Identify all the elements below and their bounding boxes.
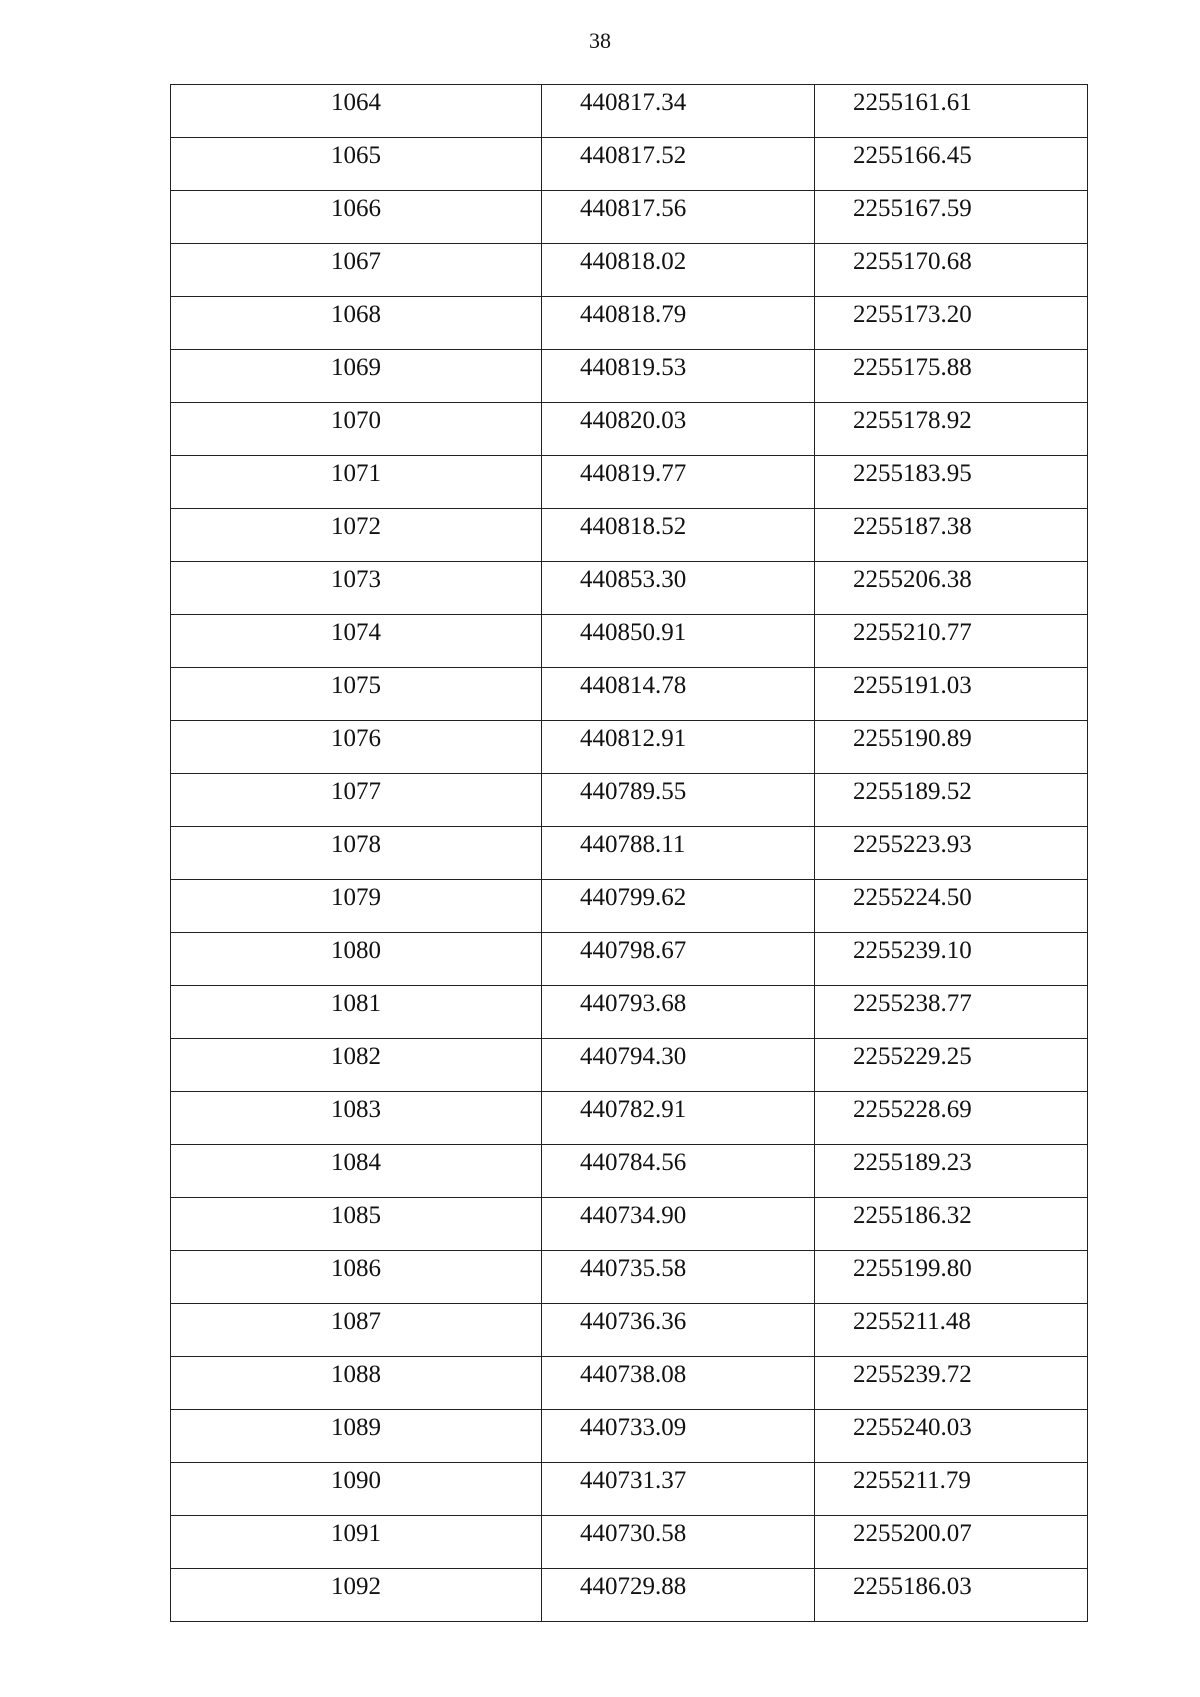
y-coordinate-cell-text: 2255178.92	[853, 407, 972, 434]
x-coordinate-cell-text: 440731.37	[580, 1467, 687, 1494]
y-coordinate-cell	[815, 1569, 1088, 1622]
point-number-cell-text: 1083	[331, 1096, 381, 1123]
point-number-cell	[171, 1145, 542, 1198]
y-coordinate-cell	[815, 85, 1088, 138]
y-coordinate-cell	[815, 509, 1088, 562]
y-coordinate-cell	[815, 615, 1088, 668]
table-row	[171, 1516, 1088, 1569]
table-row	[171, 1092, 1088, 1145]
point-number-cell	[171, 297, 542, 350]
table-row	[171, 1251, 1088, 1304]
point-number-cell-text: 1086	[331, 1255, 381, 1282]
y-coordinate-cell	[815, 350, 1088, 403]
y-coordinate-cell-text: 2255238.77	[853, 990, 972, 1017]
x-coordinate-cell-text: 440818.02	[580, 248, 687, 275]
table-row	[171, 456, 1088, 509]
y-coordinate-cell-text: 2255224.50	[853, 884, 972, 911]
point-number-cell-text: 1068	[331, 301, 381, 328]
point-number-cell	[171, 1304, 542, 1357]
x-coordinate-cell-text: 440736.36	[580, 1308, 687, 1335]
y-coordinate-cell-text: 2255200.07	[853, 1520, 972, 1547]
y-coordinate-cell	[815, 827, 1088, 880]
point-number-cell-text: 1088	[331, 1361, 381, 1388]
table-row	[171, 297, 1088, 350]
point-number-cell	[171, 1410, 542, 1463]
point-number-cell	[171, 1198, 542, 1251]
point-number-cell-text: 1066	[331, 195, 381, 222]
y-coordinate-cell	[815, 774, 1088, 827]
x-coordinate-cell	[542, 244, 815, 297]
y-coordinate-cell	[815, 1092, 1088, 1145]
y-coordinate-cell-text: 2255240.03	[853, 1414, 972, 1441]
y-coordinate-cell	[815, 1304, 1088, 1357]
point-number-cell-text: 1089	[331, 1414, 381, 1441]
x-coordinate-cell-text: 440782.91	[580, 1096, 687, 1123]
point-number-cell	[171, 668, 542, 721]
x-coordinate-cell	[542, 668, 815, 721]
x-coordinate-cell-text: 440784.56	[580, 1149, 687, 1176]
point-number-cell-text: 1071	[331, 460, 381, 487]
x-coordinate-cell	[542, 1516, 815, 1569]
y-coordinate-cell	[815, 1251, 1088, 1304]
table-row	[171, 191, 1088, 244]
table-row	[171, 1198, 1088, 1251]
y-coordinate-cell	[815, 1145, 1088, 1198]
y-coordinate-cell-text: 2255223.93	[853, 831, 972, 858]
y-coordinate-cell	[815, 1039, 1088, 1092]
table-row	[171, 509, 1088, 562]
table-row	[171, 1304, 1088, 1357]
table-row	[171, 668, 1088, 721]
y-coordinate-cell	[815, 1198, 1088, 1251]
x-coordinate-cell-text: 440789.55	[580, 778, 687, 805]
x-coordinate-cell-text: 440730.58	[580, 1520, 687, 1547]
point-number-cell-text: 1080	[331, 937, 381, 964]
point-number-cell	[171, 1039, 542, 1092]
y-coordinate-cell	[815, 880, 1088, 933]
page-number: 38	[589, 28, 611, 53]
point-number-cell	[171, 880, 542, 933]
x-coordinate-cell	[542, 1410, 815, 1463]
x-coordinate-cell	[542, 721, 815, 774]
table-row	[171, 986, 1088, 1039]
y-coordinate-cell	[815, 668, 1088, 721]
y-coordinate-cell	[815, 297, 1088, 350]
x-coordinate-cell-text: 440818.79	[580, 301, 687, 328]
point-number-cell-text: 1082	[331, 1043, 381, 1070]
point-number-cell-text: 1078	[331, 831, 381, 858]
table-row	[171, 615, 1088, 668]
x-coordinate-cell	[542, 1569, 815, 1622]
table-row	[171, 774, 1088, 827]
y-coordinate-cell	[815, 562, 1088, 615]
x-coordinate-cell	[542, 509, 815, 562]
point-number-cell-text: 1074	[331, 619, 381, 646]
table-row	[171, 1145, 1088, 1198]
point-number-cell	[171, 350, 542, 403]
table-row	[171, 1039, 1088, 1092]
x-coordinate-cell	[542, 562, 815, 615]
y-coordinate-cell-text: 2255173.20	[853, 301, 972, 328]
point-number-cell-text: 1076	[331, 725, 381, 752]
x-coordinate-cell-text: 440799.62	[580, 884, 687, 911]
table-row	[171, 562, 1088, 615]
y-coordinate-cell-text: 2255211.48	[853, 1308, 971, 1335]
y-coordinate-cell-text: 2255161.61	[853, 89, 972, 116]
table-row	[171, 1357, 1088, 1410]
x-coordinate-cell-text: 440788.11	[580, 831, 686, 858]
x-coordinate-cell	[542, 1198, 815, 1251]
table-row	[171, 1569, 1088, 1622]
table-row	[171, 403, 1088, 456]
y-coordinate-cell	[815, 191, 1088, 244]
point-number-cell-text: 1077	[331, 778, 381, 805]
x-coordinate-cell-text: 440793.68	[580, 990, 687, 1017]
y-coordinate-cell	[815, 1463, 1088, 1516]
table-row	[171, 350, 1088, 403]
y-coordinate-cell-text: 2255210.77	[853, 619, 972, 646]
point-number-cell-text: 1090	[331, 1467, 381, 1494]
y-coordinate-cell	[815, 403, 1088, 456]
y-coordinate-cell-text: 2255175.88	[853, 354, 972, 381]
y-coordinate-cell	[815, 456, 1088, 509]
y-coordinate-cell-text: 2255239.72	[853, 1361, 972, 1388]
x-coordinate-cell-text: 440734.90	[580, 1202, 687, 1229]
x-coordinate-cell-text: 440817.34	[580, 89, 687, 116]
table-row	[171, 827, 1088, 880]
point-number-cell	[171, 615, 542, 668]
x-coordinate-cell	[542, 615, 815, 668]
point-number-cell	[171, 1569, 542, 1622]
x-coordinate-cell	[542, 986, 815, 1039]
x-coordinate-cell	[542, 403, 815, 456]
x-coordinate-cell	[542, 1039, 815, 1092]
x-coordinate-cell-text: 440733.09	[580, 1414, 687, 1441]
table-row	[171, 85, 1088, 138]
point-number-cell	[171, 1092, 542, 1145]
y-coordinate-cell	[815, 138, 1088, 191]
point-number-cell	[171, 986, 542, 1039]
x-coordinate-cell	[542, 85, 815, 138]
y-coordinate-cell-text: 2255239.10	[853, 937, 972, 964]
y-coordinate-cell-text: 2255228.69	[853, 1096, 972, 1123]
point-number-cell	[171, 244, 542, 297]
x-coordinate-cell-text: 440850.91	[580, 619, 687, 646]
y-coordinate-cell-text: 2255183.95	[853, 460, 972, 487]
point-number-cell-text: 1067	[331, 248, 381, 275]
x-coordinate-cell	[542, 880, 815, 933]
x-coordinate-cell-text: 440818.52	[580, 513, 687, 540]
x-coordinate-cell	[542, 1145, 815, 1198]
point-number-cell-text: 1069	[331, 354, 381, 381]
x-coordinate-cell	[542, 1357, 815, 1410]
table-row	[171, 880, 1088, 933]
y-coordinate-cell-text: 2255167.59	[853, 195, 972, 222]
x-coordinate-cell-text: 440812.91	[580, 725, 687, 752]
y-coordinate-cell-text: 2255190.89	[853, 725, 972, 752]
y-coordinate-cell	[815, 1410, 1088, 1463]
y-coordinate-cell	[815, 933, 1088, 986]
point-number-cell-text: 1072	[331, 513, 381, 540]
y-coordinate-cell	[815, 986, 1088, 1039]
table-row	[171, 138, 1088, 191]
x-coordinate-cell	[542, 297, 815, 350]
x-coordinate-cell	[542, 774, 815, 827]
y-coordinate-cell-text: 2255166.45	[853, 142, 972, 169]
y-coordinate-cell-text: 2255211.79	[853, 1467, 971, 1494]
point-number-cell-text: 1085	[331, 1202, 381, 1229]
point-number-cell-text: 1091	[331, 1520, 381, 1547]
table-row	[171, 721, 1088, 774]
point-number-cell-text: 1079	[331, 884, 381, 911]
x-coordinate-cell	[542, 827, 815, 880]
x-coordinate-cell-text: 440794.30	[580, 1043, 687, 1070]
x-coordinate-cell-text: 440853.30	[580, 566, 687, 593]
point-number-cell	[171, 1357, 542, 1410]
x-coordinate-cell-text: 440735.58	[580, 1255, 687, 1282]
y-coordinate-cell-text: 2255189.23	[853, 1149, 972, 1176]
y-coordinate-cell-text: 2255189.52	[853, 778, 972, 805]
coordinates-table	[170, 84, 1088, 1622]
point-number-cell	[171, 456, 542, 509]
x-coordinate-cell-text: 440729.88	[580, 1573, 687, 1600]
point-number-cell-text: 1081	[331, 990, 381, 1017]
table-row	[171, 933, 1088, 986]
y-coordinate-cell	[815, 1516, 1088, 1569]
x-coordinate-cell	[542, 1092, 815, 1145]
point-number-cell	[171, 191, 542, 244]
point-number-cell	[171, 509, 542, 562]
table-row	[171, 244, 1088, 297]
x-coordinate-cell	[542, 933, 815, 986]
y-coordinate-cell-text: 2255186.03	[853, 1573, 972, 1600]
x-coordinate-cell	[542, 350, 815, 403]
point-number-cell-text: 1087	[331, 1308, 381, 1335]
y-coordinate-cell-text: 2255199.80	[853, 1255, 972, 1282]
x-coordinate-cell-text: 440819.77	[580, 460, 687, 487]
coordinates-table-body	[171, 85, 1088, 1622]
x-coordinate-cell	[542, 191, 815, 244]
point-number-cell	[171, 1516, 542, 1569]
x-coordinate-cell	[542, 1304, 815, 1357]
x-coordinate-cell	[542, 456, 815, 509]
point-number-cell	[171, 774, 542, 827]
table-row	[171, 1463, 1088, 1516]
point-number-cell-text: 1070	[331, 407, 381, 434]
y-coordinate-cell-text: 2255191.03	[853, 672, 972, 699]
x-coordinate-cell-text: 440738.08	[580, 1361, 687, 1388]
point-number-cell	[171, 1251, 542, 1304]
y-coordinate-cell-text: 2255187.38	[853, 513, 972, 540]
y-coordinate-cell	[815, 1357, 1088, 1410]
point-number-cell	[171, 403, 542, 456]
x-coordinate-cell-text: 440817.52	[580, 142, 687, 169]
x-coordinate-cell-text: 440820.03	[580, 407, 687, 434]
point-number-cell-text: 1075	[331, 672, 381, 699]
point-number-cell-text: 1064	[331, 89, 381, 116]
x-coordinate-cell-text: 440817.56	[580, 195, 687, 222]
point-number-cell	[171, 1463, 542, 1516]
y-coordinate-cell	[815, 244, 1088, 297]
x-coordinate-cell	[542, 1463, 815, 1516]
y-coordinate-cell	[815, 721, 1088, 774]
x-coordinate-cell-text: 440814.78	[580, 672, 687, 699]
x-coordinate-cell	[542, 138, 815, 191]
point-number-cell-text: 1084	[331, 1149, 381, 1176]
x-coordinate-cell-text: 440798.67	[580, 937, 687, 964]
point-number-cell	[171, 933, 542, 986]
point-number-cell-text: 1092	[331, 1573, 381, 1600]
point-number-cell	[171, 85, 542, 138]
y-coordinate-cell-text: 2255170.68	[853, 248, 972, 275]
y-coordinate-cell-text: 2255206.38	[853, 566, 972, 593]
table-row	[171, 1410, 1088, 1463]
point-number-cell	[171, 562, 542, 615]
point-number-cell	[171, 138, 542, 191]
x-coordinate-cell-text: 440819.53	[580, 354, 687, 381]
point-number-cell	[171, 827, 542, 880]
point-number-cell-text: 1073	[331, 566, 381, 593]
y-coordinate-cell-text: 2255186.32	[853, 1202, 972, 1229]
x-coordinate-cell	[542, 1251, 815, 1304]
point-number-cell-text: 1065	[331, 142, 381, 169]
point-number-cell	[171, 721, 542, 774]
y-coordinate-cell-text: 2255229.25	[853, 1043, 972, 1070]
